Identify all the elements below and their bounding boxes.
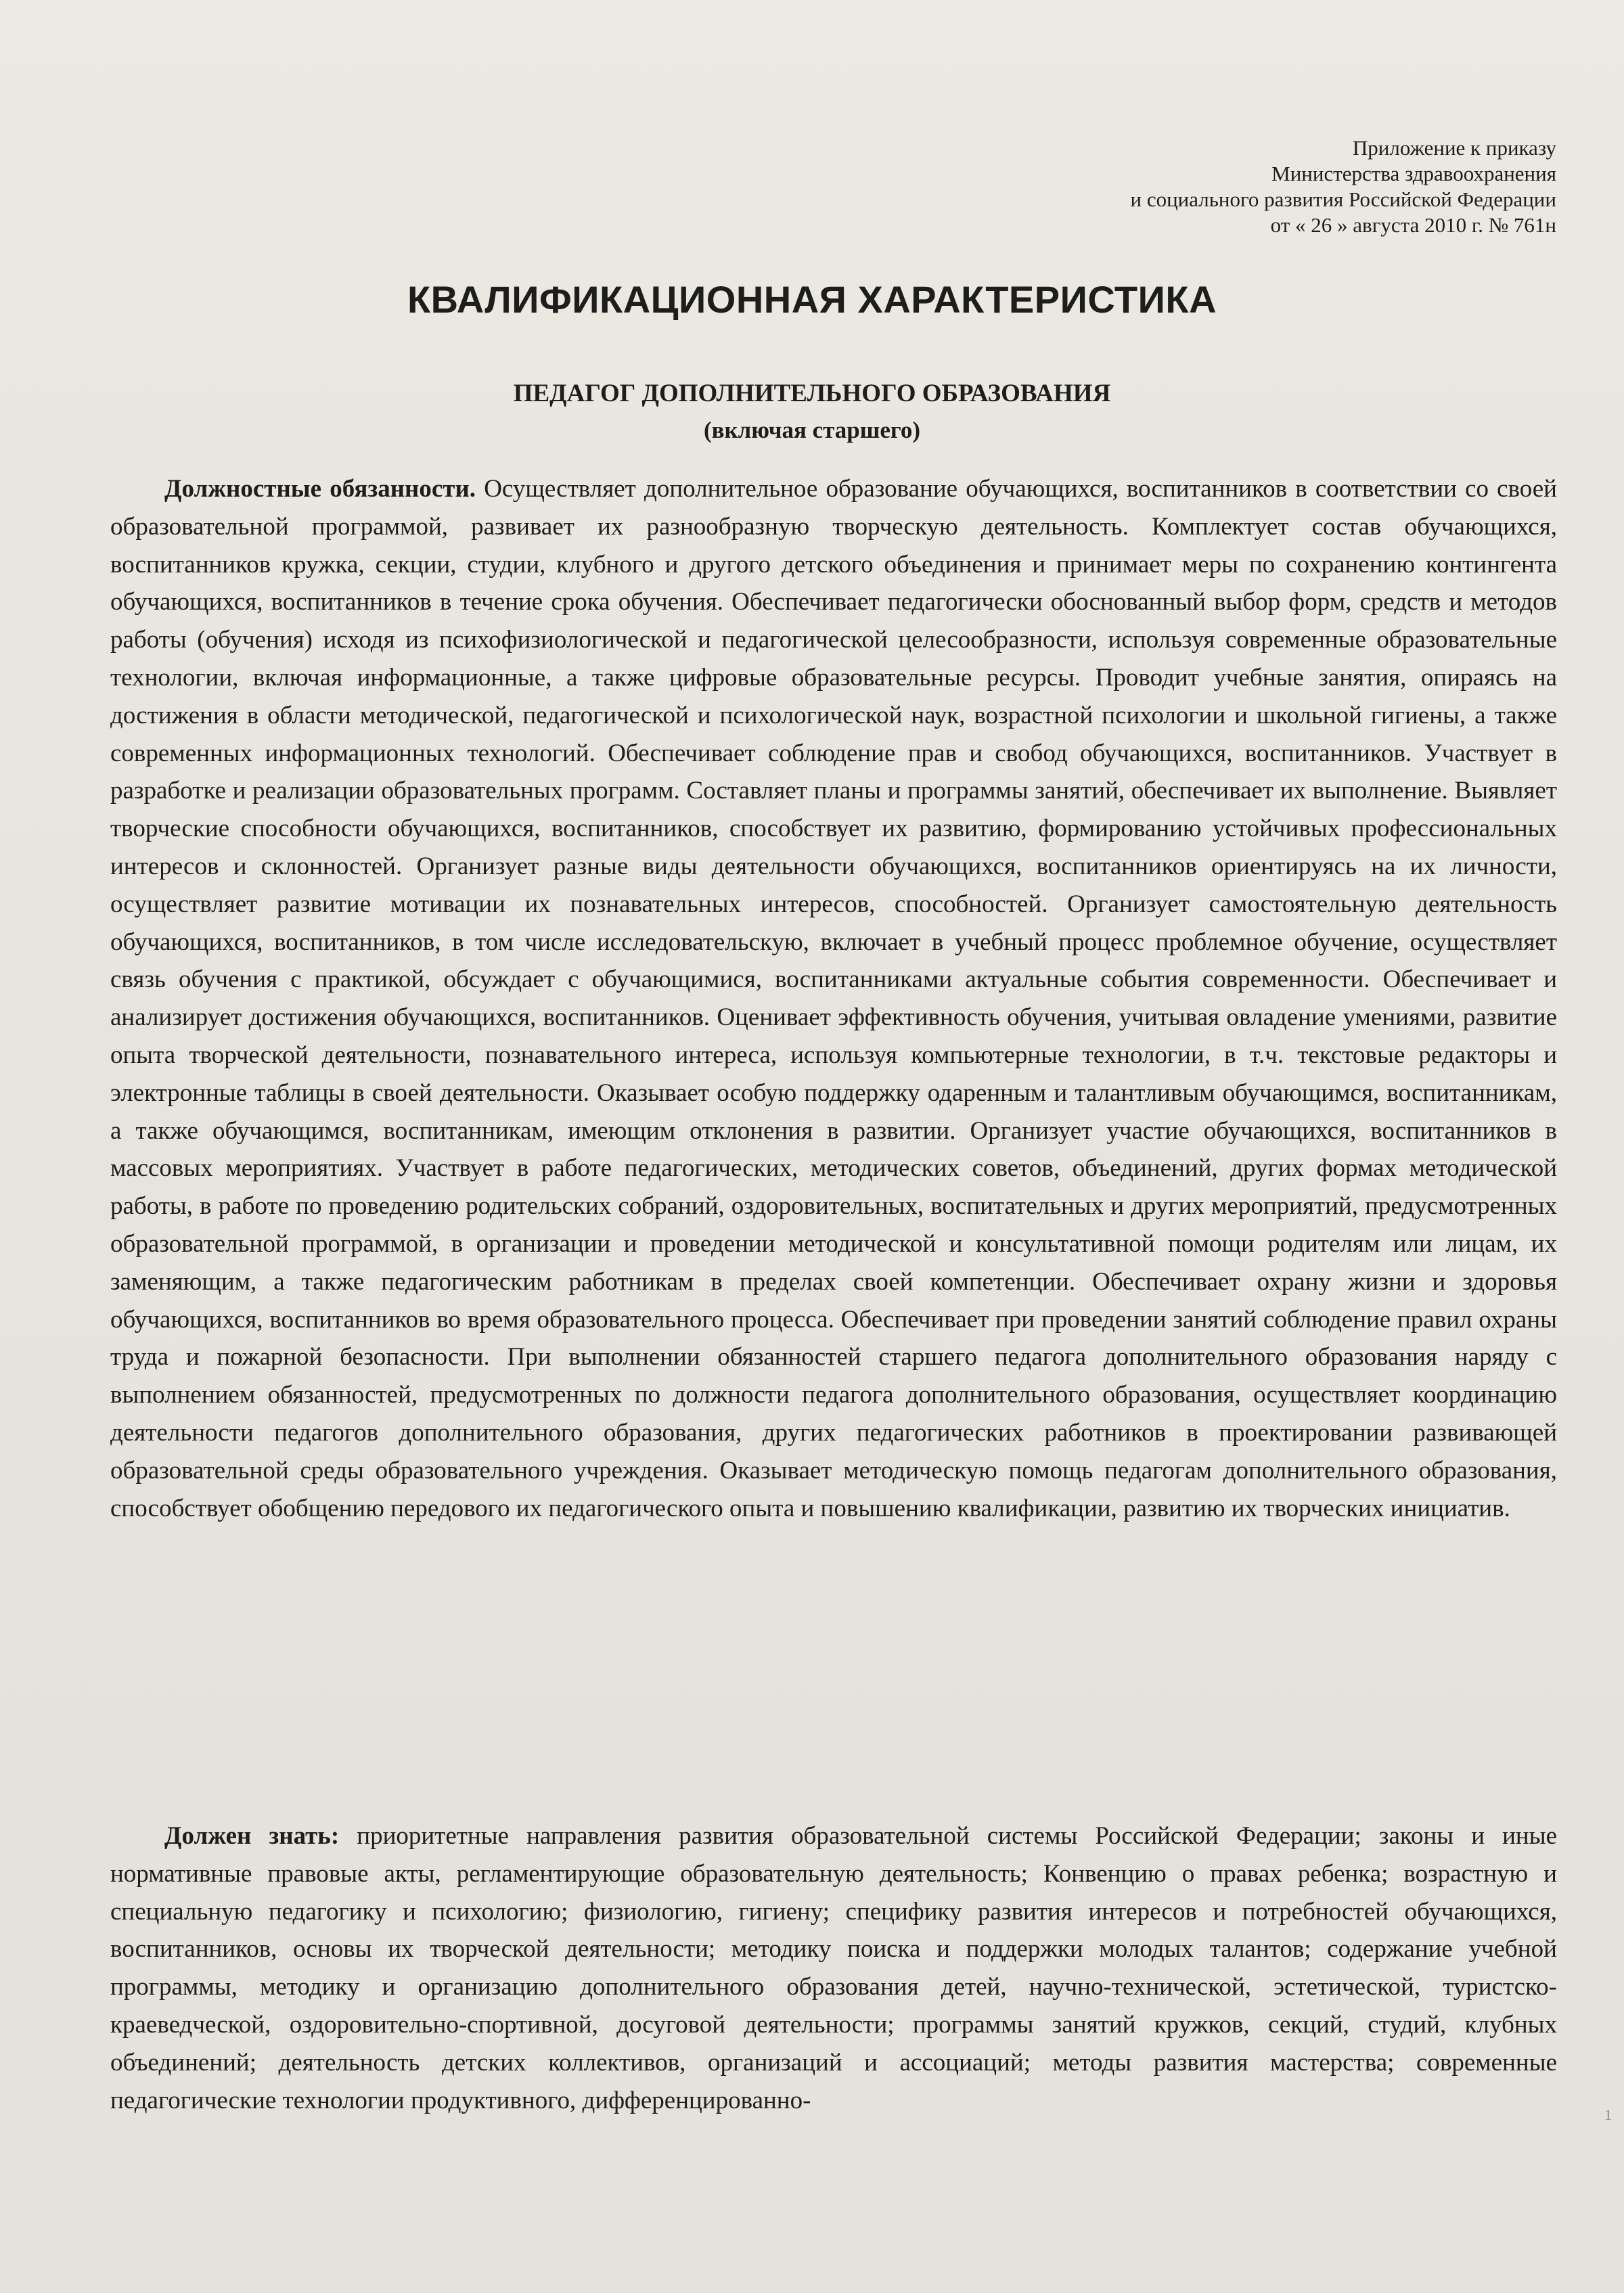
duties-label: Должностные обязанности. bbox=[164, 475, 476, 503]
position-note: (включая старшего) bbox=[703, 417, 921, 443]
appendix-line: от « 26 » августа 2010 г. № 761н bbox=[1270, 213, 1556, 237]
page-number: 1 bbox=[1604, 2106, 1612, 2123]
appendix-line: Приложение к приказу bbox=[1352, 136, 1556, 160]
appendix-line: и социального развития Российской Федерации bbox=[1130, 187, 1556, 211]
document-title: КВАЛИФИКАЦИОННАЯ ХАРАКТЕРИСТИКА bbox=[407, 278, 1217, 321]
position-title: ПЕДАГОГ ДОПОЛНИТЕЛЬНОГО ОБРАЗОВАНИЯ bbox=[513, 380, 1111, 407]
appendix-line: Министерства здравоохранения bbox=[1271, 162, 1556, 185]
appendix-note bbox=[1001, 135, 1556, 238]
duties-text: Осуществляет дополнительное образование обучающихся, воспитанников в соответствии со своей образовательной программой, развивает их разнообразную творческую деятельность. Комплектует состав обучающихся, воспитанников кружка, секции, студии, клубного и другого детского объединения и принимает меры по сохранению контингента обучающихся, воспитанников в течение срока обучения. Обеспечивает педагогически обоснованный выбор форм, средств и методов работы (обучения) исходя из психофизиологической и педагогической целесообразности, используя современные образовательные технологии, включая информационные, а также цифровые образовательные ресурсы. Проводит учебные занятия, опираясь на достижения в области методической, педагогической и психологической наук, возрастной психологии и школьной гигиены, а также современных информационных технологий. Обеспечивает соблюдение прав и свобод обучающихся, воспитанников. Участвует в разработке и реализации образовательных программ. Составляет планы и программы занятий, обеспечивает их выполнение. Выявляет творческие способности обучающихся, воспитанников, способствует их развитию, формированию устойчивых профессиональных интересов и склонностей. Организует разные виды деятельности обучающихся, воспитанников ориентируясь на их личности, осуществляет развитие мотивации их познавательных интересов, способностей. Организует самостоятельную деятельность обучающихся, воспитанников, в том числе исследовательскую, включает в учебный процесс проблемное обучение, осуществляет связь обучения с практикой, обсуждает с обучающимися, воспитанниками актуальные события современности. Обеспечивает и анализирует достижения обучающихся, воспитанников. Оценивает эффективность обучения, учитывая овладение умениями, развитие опыта творческой деятельности, познавательного интереса, используя компьютерные технологии, в т.ч. текстовые редакторы и электронные таблицы в своей деятельности. Оказывает особую поддержку одаренным и талантливым обучающимся, воспитанникам, а также обучающимся, воспитанникам, имеющим отклонения в развитии. Организует участие обучающихся, воспитанников в массовых мероприятиях. Участвует в работе педагогических, методических советов, объединений, других формах методической работы, в работе по проведению родительских собраний, оздоровительных, воспитательных и других мероприятий, предусмотренных образовательной программой, в организации и проведении методической и консультативной помощи родителям или лицам, их заменяющим, а также педагогическим работникам в пределах своей компетенции. Обеспечивает охрану жизни и здоровья обучающихся, воспитанников во время образовательного процесса. Обеспечивает при проведении занятий соблюдение правил охраны труда и пожарной безопасности. При выполнении обязанностей старшего педагога дополнительного образования наряду с выполнением обязанностей, предусмотренных по должности педагога дополнительного образования, осуществляет координацию деятельности педагогов дополнительного образования, других педагогических работников в проектировании развивающей образовательной среды образовательного учреждения. Оказывает методическую помощь педагогам дополнительного образования, способствует обобщению передового их педагогического опыта и повышению квалификации, развитию их творческих инициатив. bbox=[110, 475, 1557, 1522]
knowledge-paragraph bbox=[110, 1817, 1557, 2269]
knowledge-text: приоритетные направления развития образовательной системы Российской Федерации; законы и иные нормативные правовые акты, регламентирующие образовательную деятельность; Конвенцию о правах ребенка; возрастную и специальную педагогику и психологию; физиологию, гигиену; специфику развития интересов и потребностей обучающихся, воспитанников, основы их творческой деятельности; методику поиска и поддержки молодых талантов; содержание учебной программы, методику и организацию дополнительного образования детей, научно-технической, эстетической, туристско-краеведческой, оздоровительно-спортивной, досуговой деятельности; программы занятий кружков, секций, студий, клубных объединений; деятельность детских коллективов, организаций и ассоциаций; методы развития мастерства; современные педагогические технологии продуктивного, дифференцированно- bbox=[110, 1822, 1557, 2114]
duties-paragraph bbox=[110, 470, 1557, 1527]
knowledge-label: Должен знать: bbox=[164, 1822, 340, 1850]
